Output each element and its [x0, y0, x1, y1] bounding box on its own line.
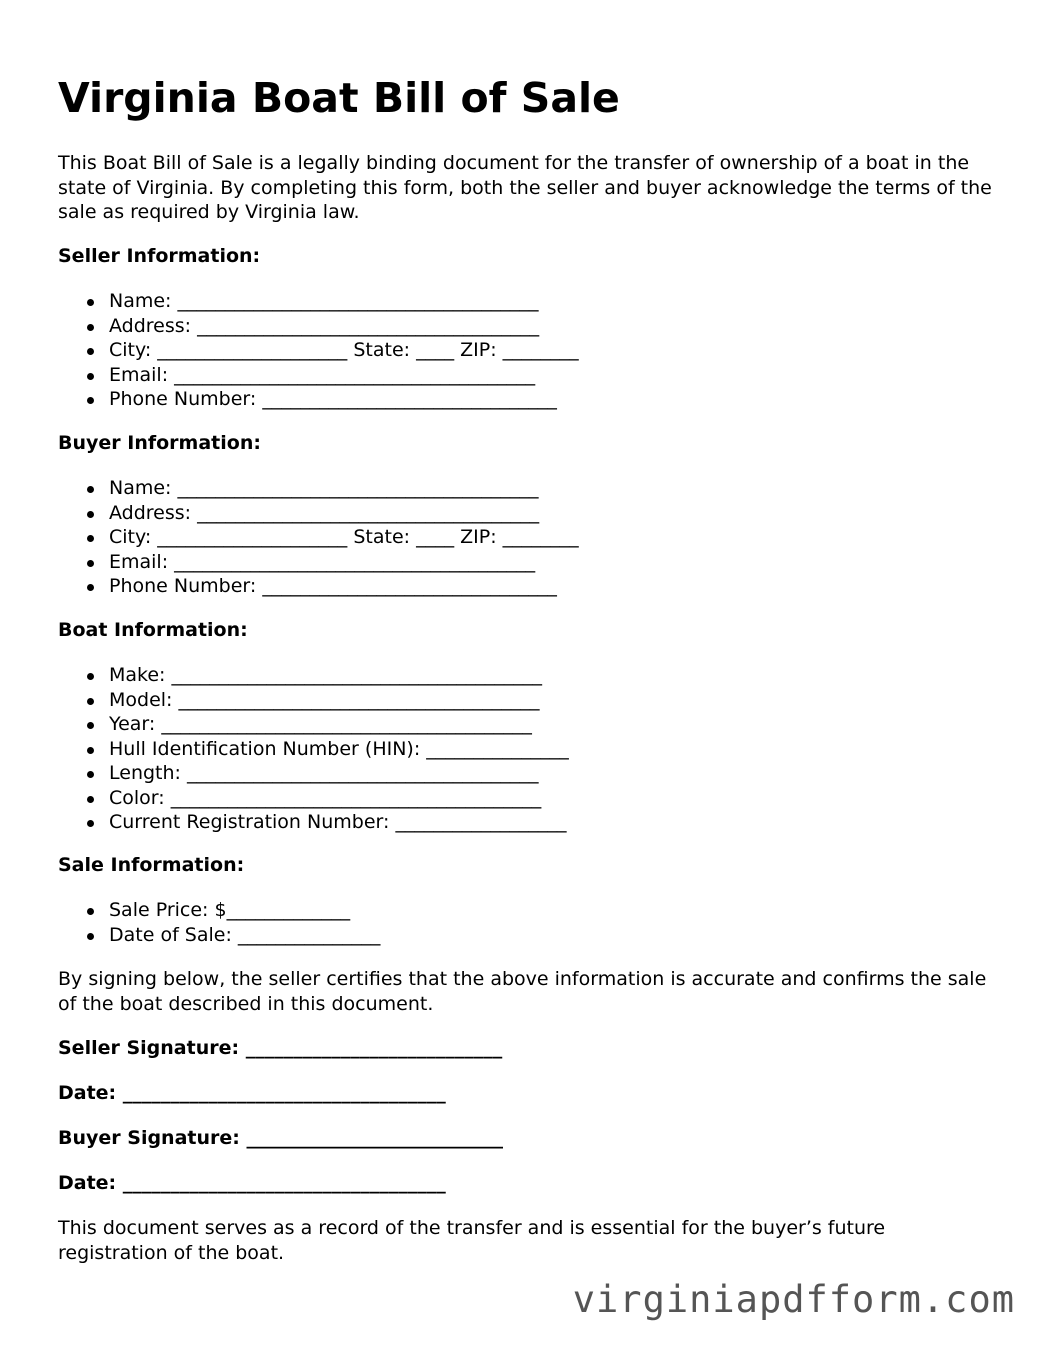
- boat-field-list: [58, 663, 569, 835]
- site-watermark: virginiapdfform.com: [572, 1278, 1015, 1321]
- buyer-phone-field: Phone Number: _______________________________: [58, 574, 579, 599]
- document-title: Virginia Boat Bill of Sale: [58, 74, 620, 122]
- boat-heading: Boat Information:: [58, 619, 248, 641]
- buyer-address-field: Address: ____________________________________: [58, 501, 579, 526]
- closing-paragraph: This document serves as a record of the transfer and is essential for the buyer’s future registration of the boat.: [58, 1217, 886, 1264]
- buyer-date-line: Date: __________________________________: [58, 1172, 446, 1194]
- seller-name-field: Name: ______________________________________: [58, 289, 579, 314]
- seller-date-line: Date: __________________________________: [58, 1082, 446, 1104]
- sale-field-list: [58, 898, 380, 947]
- seller-field-list: [58, 289, 579, 412]
- sale-price-field: Sale Price: $_____________: [58, 898, 380, 923]
- buyer-signature-line: Buyer Signature: ___________________________: [58, 1127, 503, 1149]
- boat-color-field: Color: _______________________________________: [58, 786, 569, 811]
- seller-phone-field: Phone Number: _______________________________: [58, 387, 579, 412]
- seller-email-field: Email: ______________________________________: [58, 363, 579, 388]
- certification-paragraph: By signing below, the seller certifies that the above information is accurate and confirms the sale of the boat described in this document.: [58, 968, 987, 1015]
- buyer-city-state-zip-field: City: ____________________ State: ____ ZIP: ________: [58, 525, 579, 550]
- seller-signature-line: Seller Signature: ___________________________: [58, 1037, 503, 1059]
- seller-city-state-zip-field: City: ____________________ State: ____ ZIP: ________: [58, 338, 579, 363]
- sale-date-field: Date of Sale: _______________: [58, 923, 380, 948]
- boat-model-field: Model: ______________________________________: [58, 688, 569, 713]
- seller-heading: Seller Information:: [58, 245, 261, 267]
- buyer-name-field: Name: ______________________________________: [58, 476, 579, 501]
- boat-registration-field: Current Registration Number: __________________: [58, 810, 569, 835]
- seller-address-field: Address: ____________________________________: [58, 314, 579, 339]
- boat-length-field: Length: _____________________________________: [58, 761, 569, 786]
- boat-year-field: Year: _______________________________________: [58, 712, 569, 737]
- intro-paragraph: This Boat Bill of Sale is a legally binding document for the transfer of ownership of a boat in the state of Virginia. By completing this form, both the seller and buyer acknowledge the terms of the sale as required by Virginia law.: [58, 152, 992, 223]
- buyer-email-field: Email: ______________________________________: [58, 550, 579, 575]
- buyer-heading: Buyer Information:: [58, 432, 261, 454]
- boat-make-field: Make: _______________________________________: [58, 663, 569, 688]
- boat-hin-field: Hull Identification Number (HIN): _______________: [58, 737, 569, 762]
- buyer-field-list: [58, 476, 579, 599]
- sale-heading: Sale Information:: [58, 854, 245, 876]
